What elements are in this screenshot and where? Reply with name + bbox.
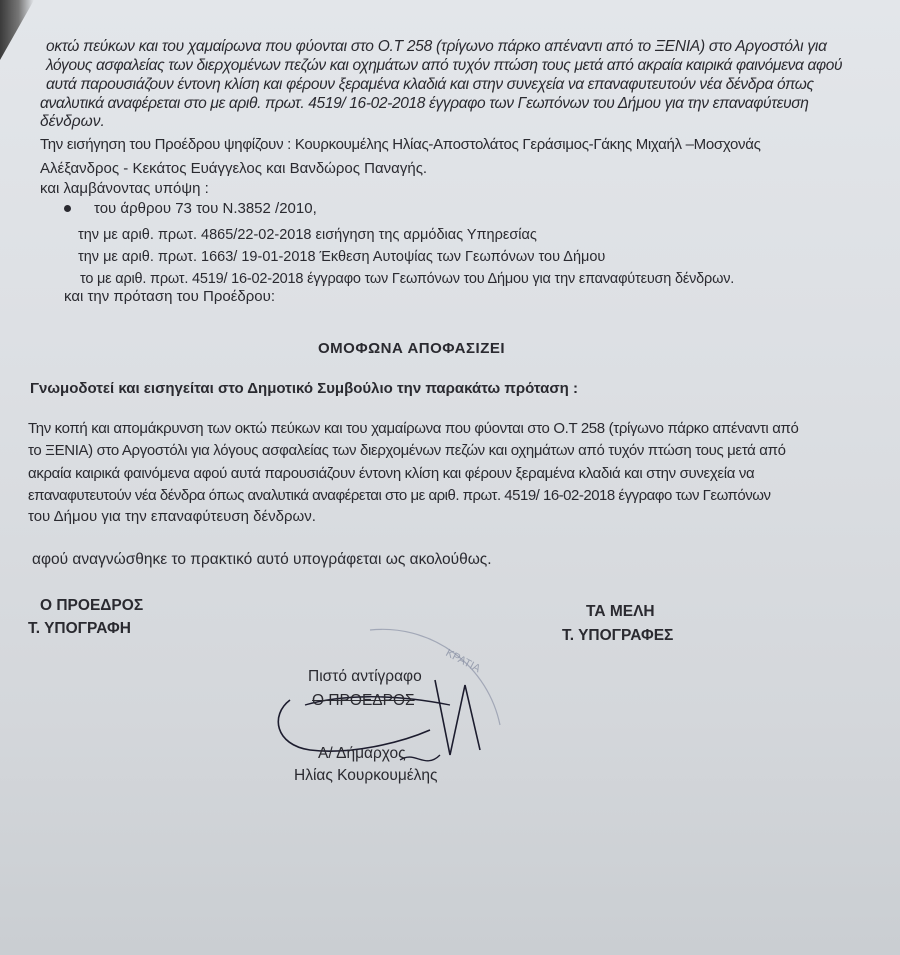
proposal-line: ακραία καιρικά φαινόμενα αφού αυτά παρουσιάζουν έντονη κλίση και φέρουν ξεραμένα κλαδιά και στην συνεχεία να: [28, 465, 755, 482]
certified-mayor-label: Α/ Δήμαρχος: [318, 745, 406, 762]
paragraph-line: οκτώ πεύκων και του χαμαίρωνα που φύονται στο Ο.Τ 258 (τρίγωνο πάρκο απέναντι από το ΞΕΝΙΑ) στο Αργοστόλι για: [46, 38, 827, 55]
president-signature: Τ. ΥΠΟΓΡΑΦΗ: [28, 620, 131, 637]
proposal-line: το ΞΕΝΙΑ) στο Αργοστόλι για λόγους ασφαλείας των διερχομένων πεζών και οχημάτων από τυχόν πτώση τους μετά από: [28, 442, 786, 459]
vote-line: Αλέξανδρος - Κεκάτος Ευάγγελος και Βανδώρος Παναγής.: [40, 160, 428, 177]
bullet-icon: [64, 205, 71, 212]
proposal-line: Την κοπή και απομάκρυνση των οκτώ πεύκων και του χαμαίρωνα που φύονται στο Ο.Τ 258 (τρίγωνο πάρκο απέναντι από: [28, 420, 799, 437]
proposal-line: του Δήμου για την επαναφύτευση δένδρων.: [28, 508, 316, 525]
paragraph-line: λόγους ασφαλείας των διερχομένων πεζών και οχημάτων από τυχόν πτώση τους μετά από ακραία καιρικά φαινόμενα αφού: [46, 57, 843, 74]
consideration-item: την με αριθ. πρωτ. 4865/22-02-2018 εισήγηση της αρμόδιας Υπηρεσίας: [78, 227, 537, 243]
decision-heading: ΟΜΟΦΩΝΑ ΑΠΟΦΑΣΙΖΕΙ: [318, 340, 506, 357]
consideration-item: το με αριθ. πρωτ. 4519/ 16-02-2018 έγγραφο των Γεωπόνων του Δήμου για την επαναφύτευση δένδρων.: [80, 271, 735, 287]
certified-name: Ηλίας Κουρκουμέλης: [294, 767, 438, 784]
certified-copy-label: Πιστό αντίγραφο: [308, 668, 422, 685]
paragraph-line: αναλυτικά αναφέρεται στο με αριθ. πρωτ. 4519/ 16-02-2018 έγγραφο των Γεωπόνων του Δήμου για την επαναφύτευση: [40, 95, 809, 112]
closing-line: αφού αναγνώσθηκε το πρακτικό αυτό υπογράφεται ως ακολούθως.: [32, 551, 492, 568]
consideration-item: και την πρόταση του Προέδρου:: [64, 288, 276, 305]
president-title: Ο ΠΡΟΕΔΡΟΣ: [40, 597, 144, 614]
paragraph-line: αυτά παρουσιάζουν έντονη κλίση και φέρουν ξεραμένα κλαδιά και στην συνεχεία να επαναφυτευτούν νέα δένδρα όπως: [46, 76, 814, 93]
page-shadow-edge: [0, 0, 34, 60]
members-signature: Τ. ΥΠΟΓΡΑΦΕΣ: [562, 627, 674, 644]
consideration-item: του άρθρου 73 του Ν.3852 /2010,: [94, 200, 317, 217]
consideration-item: την με αριθ. πρωτ. 1663/ 19-01-2018 Έκθεση Αυτοψίας των Γεωπόνων του Δήμου: [78, 249, 606, 265]
vote-line: και λαμβάνοντας υπόψη :: [40, 180, 209, 197]
certified-president-label: Ο ΠΡΟΕΔΡΟΣ: [312, 692, 415, 709]
vote-line: Την εισήγηση του Προέδρου ψηφίζουν : Κουρκουμέλης Ηλίας-Αποστολάτος Γεράσιμος-Γάκης Μιχαήλ –Μοσχονάς: [40, 136, 761, 153]
paragraph-line: δένδρων.: [40, 113, 105, 130]
members-title: ΤΑ ΜΕΛΗ: [586, 603, 655, 620]
stamp-arc-text: ΚΡΑΤΙΑ: [443, 647, 483, 676]
proposal-line: επαναφυτευτούν νέα δένδρα όπως αναλυτικά αναφέρεται στο με αριθ. πρωτ. 4519/ 16-02-2018 έγγραφο των Γεωπόνων: [28, 487, 771, 504]
decision-intro: Γνωμοδοτεί και εισηγείται στο Δημοτικό Συμβούλιο την παρακάτω πρόταση :: [30, 380, 578, 397]
